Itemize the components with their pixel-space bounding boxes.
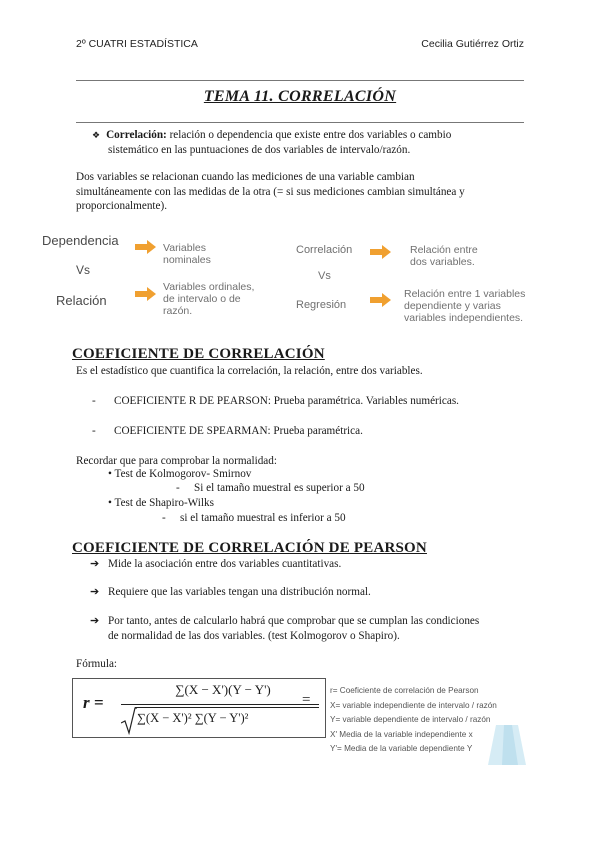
section2-bullet1 xyxy=(90,557,341,572)
nominales-line1: Variables xyxy=(163,242,206,254)
header-right: Cecilia Gutiérrez Ortiz xyxy=(421,38,524,50)
intro-definition xyxy=(92,128,532,157)
section1-reminder: Recordar que para comprobar la normalidad: xyxy=(76,455,277,467)
page-title: TEMA 11. CORRELACIÓN xyxy=(203,88,397,105)
formula-eq-symbol: = xyxy=(93,693,104,712)
relacion-entre-line1: Relación entre xyxy=(410,244,478,256)
formula-box xyxy=(72,678,326,738)
bullet3-line2: de normalidad de las dos variables. (test Kolmogorov o Shapiro). xyxy=(108,629,400,642)
section1-test2-note: - si el tamaño muestral es inferior a 50 xyxy=(162,512,346,524)
section2-bullet2 xyxy=(90,585,371,600)
formula-numerator: ∑(X − X')(Y − Y') xyxy=(175,682,271,697)
formula-r xyxy=(83,693,104,713)
arrow-bullet-icon: ➔ xyxy=(90,586,100,598)
formula-equals-sign: = xyxy=(302,692,311,708)
diagram-relacion-entre xyxy=(410,244,478,268)
section1-definition: Es el estadístico que cuantifica la correlación, la relación, entre dos variables. xyxy=(76,365,423,377)
ordinales-line2: de intervalo o de xyxy=(163,293,241,305)
diagram-nominales xyxy=(163,242,211,266)
intro-definition-line1: relación o dependencia que existe entre dos variables o cambio xyxy=(169,129,452,141)
arrow-bullet-icon: ➔ xyxy=(90,558,100,570)
formula-fraction-line xyxy=(121,704,319,705)
arrow-regresion-icon xyxy=(370,293,392,307)
diamond-bullet-icon: ❖ xyxy=(92,130,101,140)
section1-item-spearman: - COEFICIENTE DE SPEARMAN: Prueba paramétrica. xyxy=(92,425,363,437)
diagram-relacion: Relación xyxy=(56,293,107,308)
arrow-correlacion-icon xyxy=(370,245,392,259)
section2-heading: COEFICIENTE DE CORRELACIÓN DE PEARSON xyxy=(72,540,427,556)
arrow-bullet-icon: ➔ xyxy=(90,615,100,627)
formula-r-symbol: r xyxy=(83,693,90,712)
intro-term: Correlación: xyxy=(106,129,167,141)
title-rule-bottom xyxy=(76,122,524,123)
paragraph-line1: Dos variables se relacionan cuando las mediciones de una variable cambian xyxy=(76,171,415,183)
arrow-dependencia-icon xyxy=(135,240,157,254)
test2-note-text: si el tamaño muestral es inferior a 50 xyxy=(180,512,346,524)
diagram-left-vs: Vs xyxy=(76,263,91,277)
intro-paragraph xyxy=(76,170,536,214)
bullet2-text: Requiere que las variables tengan una distribución normal. xyxy=(108,586,371,598)
diagram-dependencia: Dependencia xyxy=(42,233,119,248)
ordinales-line3: razón. xyxy=(163,305,193,317)
intro-definition-line2: sistemático en las puntuaciones de dos variables de intervalo/razón. xyxy=(108,143,411,156)
section1-test1: • Test de Kolmogorov- Smirnov xyxy=(108,468,252,480)
relacion-varias-line3: variables independientes. xyxy=(404,312,524,324)
relacion-varias-line2: dependiente y varias xyxy=(404,300,501,312)
relacion-varias-line1: Relación entre 1 variables xyxy=(404,288,526,300)
square-root-icon xyxy=(121,707,137,735)
diagram-ordinales xyxy=(163,281,254,317)
legend-x: X= variable independiente de intervalo / razón xyxy=(330,700,497,710)
section2-bullet3 xyxy=(90,614,530,643)
paragraph-line3: proporcionalmente). xyxy=(76,200,168,212)
relacion-entre-line2: dos variables. xyxy=(410,256,475,268)
formula-legend xyxy=(330,684,497,757)
section1-item-pearson: - COEFICIENTE R DE PEARSON: Prueba paramétrica. Variables numéricas. xyxy=(92,395,459,407)
arrow-relacion-icon xyxy=(135,287,157,301)
test1-note-text: Si el tamaño muestral es superior a 50 xyxy=(194,482,365,494)
nominales-line2: nominales xyxy=(163,254,211,266)
section1-heading: COEFICIENTE DE CORRELACIÓN xyxy=(72,346,325,362)
legend-r: r= Coeficiente de correlación de Pearson xyxy=(330,686,479,695)
item-pearson-text: COEFICIENTE R DE PEARSON: Prueba paramétrica. Variables numéricas. xyxy=(114,395,459,407)
diagram-relacion-varias xyxy=(404,288,525,324)
section1-test1-note: - Si el tamaño muestral es superior a 50 xyxy=(176,482,365,494)
header-left: 2º CUATRI ESTADÍSTICA xyxy=(76,38,198,50)
diagram-right-vs: Vs xyxy=(318,270,331,282)
title-rule-top xyxy=(76,80,524,81)
bullet3-line1: Por tanto, antes de calcularlo habrá que comprobar que se cumplan las condiciones xyxy=(108,615,480,627)
paragraph-line2: simultáneamente con las medidas de la otra (= si sus mediciones cambian simultánea y xyxy=(76,185,465,198)
formula-denominator: ∑(X − X')² ∑(Y − Y')² xyxy=(137,711,249,725)
section1-test2: • Test de Shapiro-Wilks xyxy=(108,497,214,509)
item-spearman-text: COEFICIENTE DE SPEARMAN: Prueba paramétrica. xyxy=(114,425,363,437)
diagram-regresion: Regresión xyxy=(296,299,347,311)
bullet1-text: Mide la asociación entre dos variables cuantitativas. xyxy=(108,558,342,570)
square-root-bar xyxy=(135,707,319,708)
legend-x-mean: X' Media de la variable independiente x xyxy=(330,729,473,739)
legend-y-mean: Y'= Media de la variable dependiente Y xyxy=(330,744,473,753)
legend-y: Y= variable dependiente de intervalo / razón xyxy=(330,715,491,724)
diagram-correlacion: Correlación xyxy=(296,244,353,256)
ordinales-line1: Variables ordinales, xyxy=(163,281,255,293)
formula-label: Fórmula: xyxy=(76,658,118,670)
